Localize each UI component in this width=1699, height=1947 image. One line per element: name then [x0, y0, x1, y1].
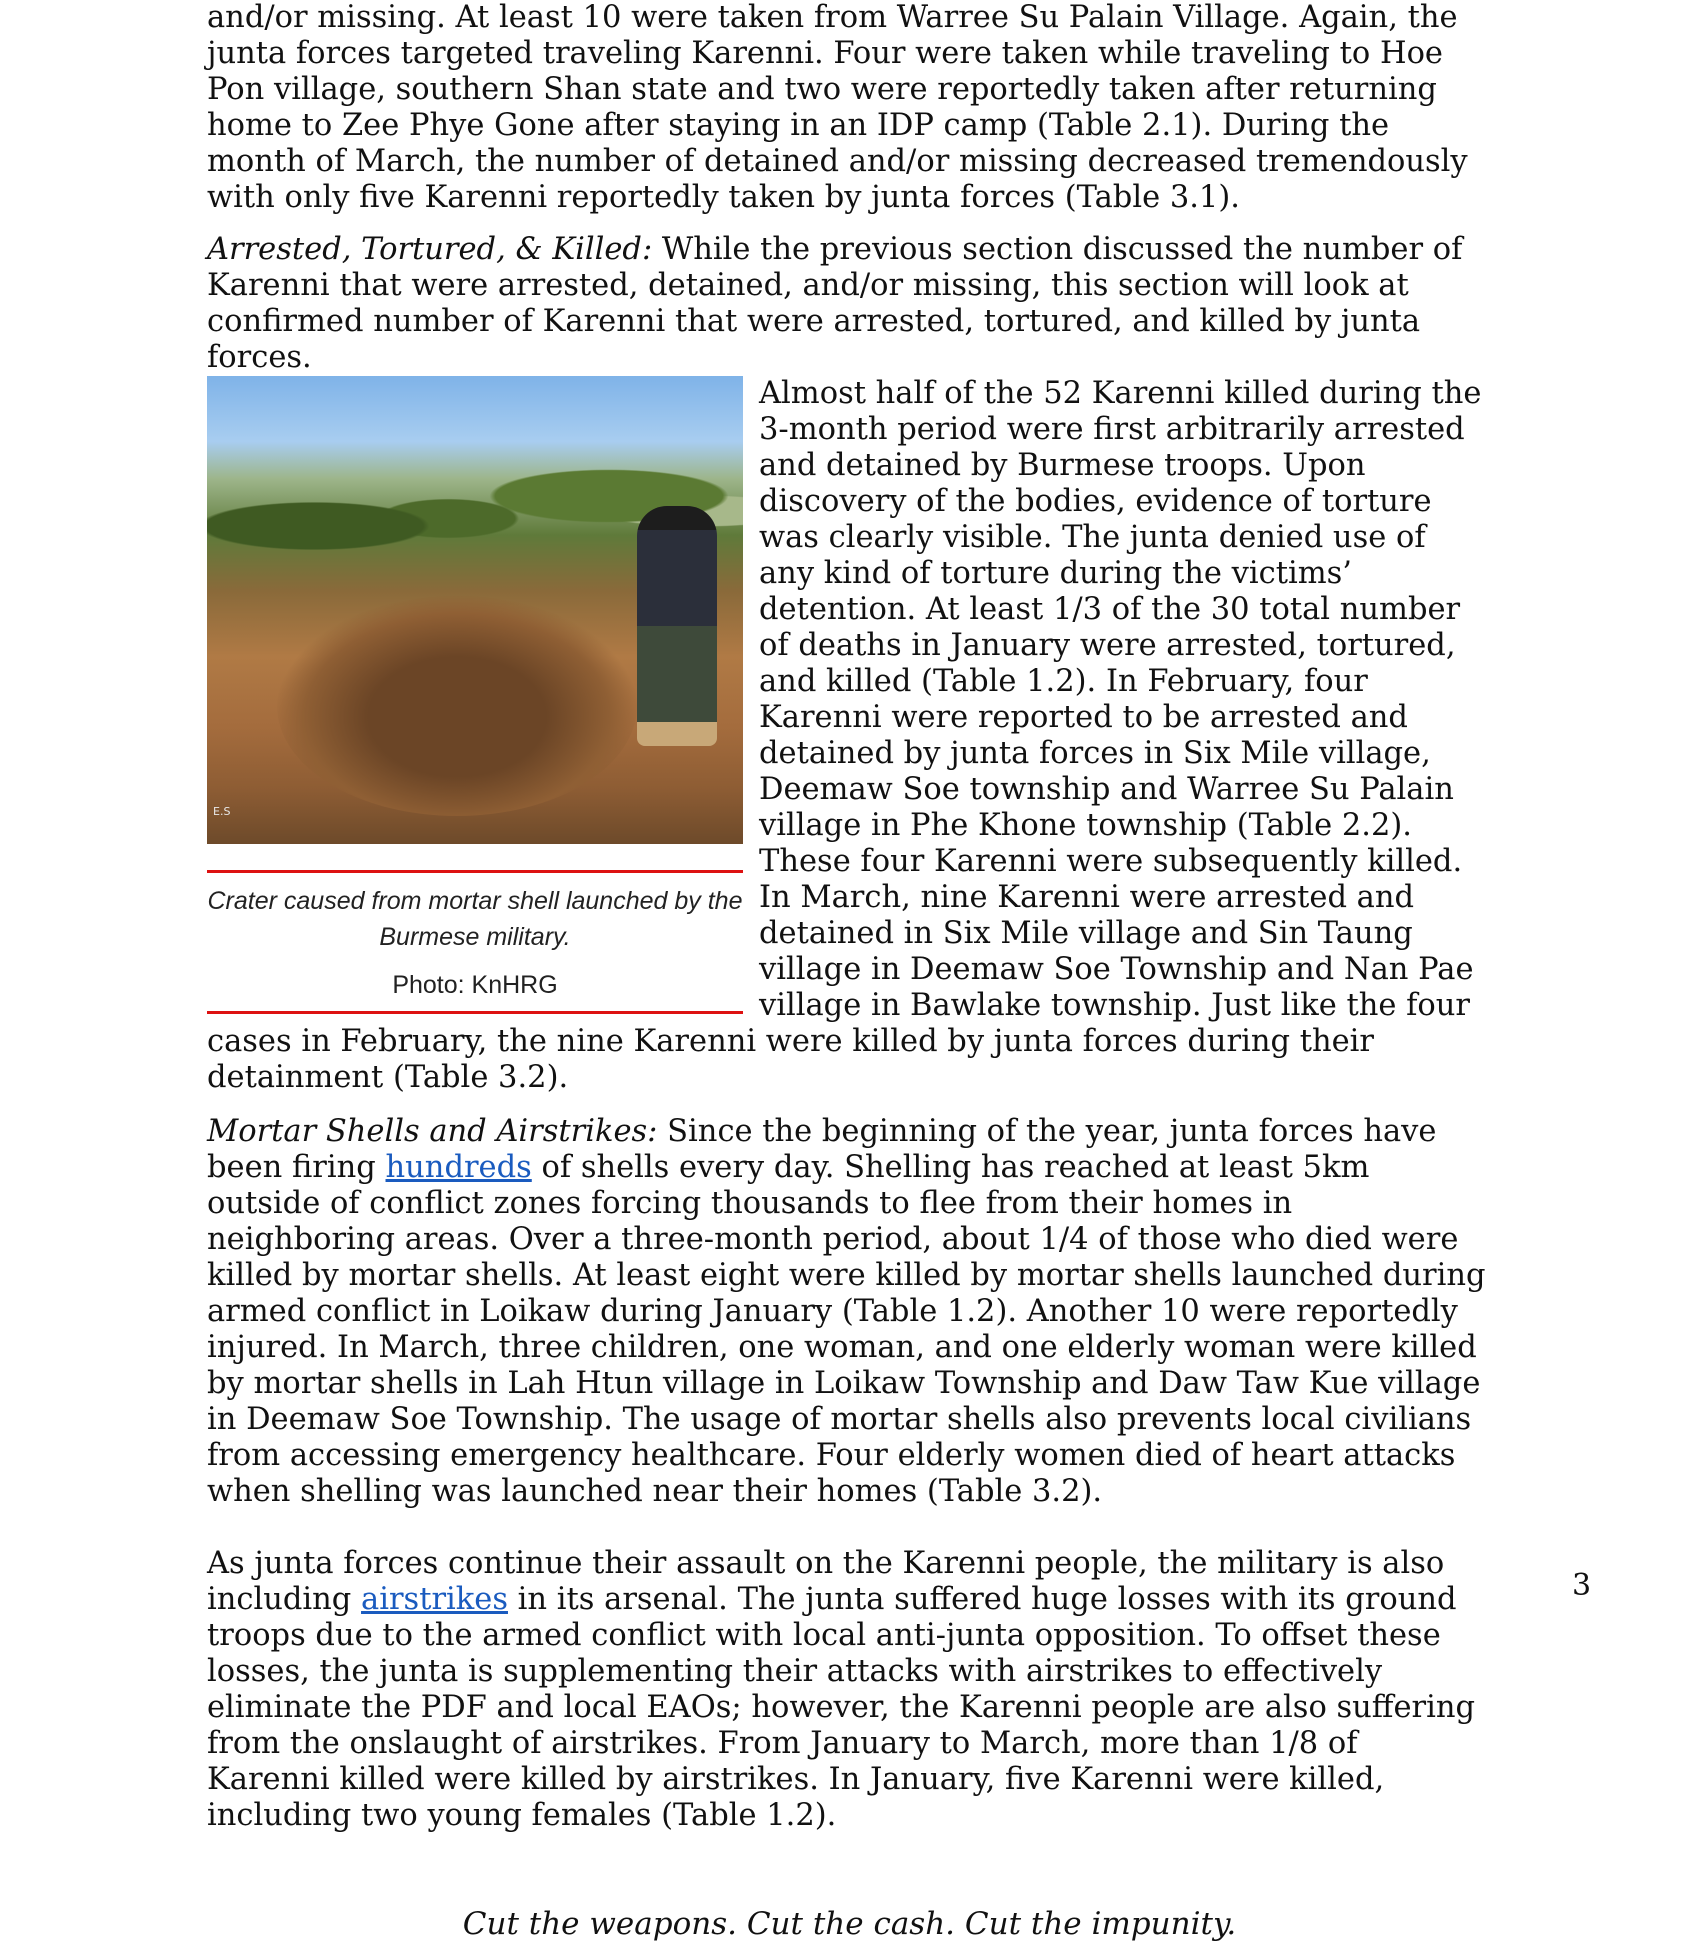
paragraph-arrested-body: Almost half of the 52 Karenni killed during the 3-month period were first arbitrarily arrested and detained by Burmese troops. Upon discovery of the bodies, evidence of torture was clearly visible. The junta denied use of any kind of torture during the victims’ detention. At least 1/3 of the 30 total number of deaths in January were arrested, tortured, and killed (Table 1.2). In February, four Karenni were reported to be arrested and detained by junta forces in Six Mile village, Deemaw Soe township and Warree Su Palain village in Phe Khone township (Table 2.2). These four Karenni were subsequently killed. In March, nine Karenni were arrested and detained in Six Mile village and Sin Taung village in Deemaw Soe Township and Nan Pae village in Bawlake township. Just like the four cases in February, the nine Karenni were killed by junta forces during their detainment (Table 3.2). [207, 376, 1482, 1095]
airstrikes-text-post: in its arsenal. The junta suffered huge losses with its ground troops due to the armed conflict with local anti-junta opposition. To offset these losses, the junta is supplementing their attacks with airstrikes to effectively eliminate the PDF and local EAOs; however, the Karenni people are also suffering from the onslaught of airstrikes. From January to March, more than 1/8 of Karenni killed were killed by airstrikes. In January, five Karenni were killed, including two young females (Table 1.2). [207, 1582, 1476, 1833]
hundreds-link[interactable]: hundreds [385, 1150, 532, 1185]
section-heading-arrested: Arrested, Tortured, & Killed: [207, 232, 653, 267]
page-number: 3 [1572, 1568, 1592, 1603]
mortar-text-pre: Since the beginning of the year, junta forces have been firing [207, 1114, 1437, 1185]
paragraph-airstrikes [207, 1546, 1489, 1834]
arrested-intro-text: While the previous section discussed the number of Karenni that were arrested, detained, and/or missing, this section will look at confirmed number of Karenni that were arrested, tortured, and killed by junta forces. [207, 232, 1463, 375]
photo-caption: Crater caused from mortar shell launched by the Burmese military. [207, 887, 743, 951]
paragraph-arrested [207, 232, 1489, 376]
photo-person [637, 506, 717, 746]
section-heading-mortar: Mortar Shells and Airstrikes: [207, 1114, 658, 1149]
airstrikes-link[interactable]: airstrikes [361, 1582, 508, 1617]
photo-credit: Photo: KnHRG [392, 971, 558, 999]
footer-slogan: Cut the weapons. Cut the cash. Cut the impunity. [462, 1906, 1237, 1942]
crater-photo [207, 376, 743, 844]
airstrikes-text-pre: As junta forces continue their assault on the Karenni people, the military is also including [207, 1546, 1445, 1617]
photo-crater [277, 596, 637, 816]
photo-figure [207, 376, 747, 1014]
page-content [207, 0, 1489, 1834]
photo-watermark: E.S [213, 805, 231, 818]
mortar-text-post: of shells every day. Shelling has reached at least 5km outside of conflict zones forcing thousands to flee from their homes in neighboring areas. Over a three-month period, about 1/4 of those who died were killed by mortar shells. At least eight were killed by mortar shells launched during armed conflict in Loikaw during January (Table 1.2). Another 10 were reportedly injured. In March, three children, one woman, and one elderly woman were killed by mortar shells in Lah Htun village in Loikaw Township and Daw Taw Kue village in Deemaw Soe Township. The usage of mortar shells also prevents local civilians from accessing emergency healthcare. Four elderly women died of heart attacks when shelling was launched near their homes (Table 3.2). [207, 1150, 1486, 1509]
paragraph-detained: and/or missing. At least 10 were taken from Warree Su Palain Village. Again, the junta forces targeted traveling Karenni. Four were taken while traveling to Hoe Pon village, southern Shan state and two were reportedly taken after returning home to Zee Phye Gone after staying in an IDP camp (Table 2.1). During the month of March, the number of detained and/or missing decreased tremendously with only five Karenni reportedly taken by junta forces (Table 3.1). [207, 0, 1468, 215]
paragraph-mortar [207, 1114, 1489, 1510]
photo-caption-box [207, 870, 743, 1014]
